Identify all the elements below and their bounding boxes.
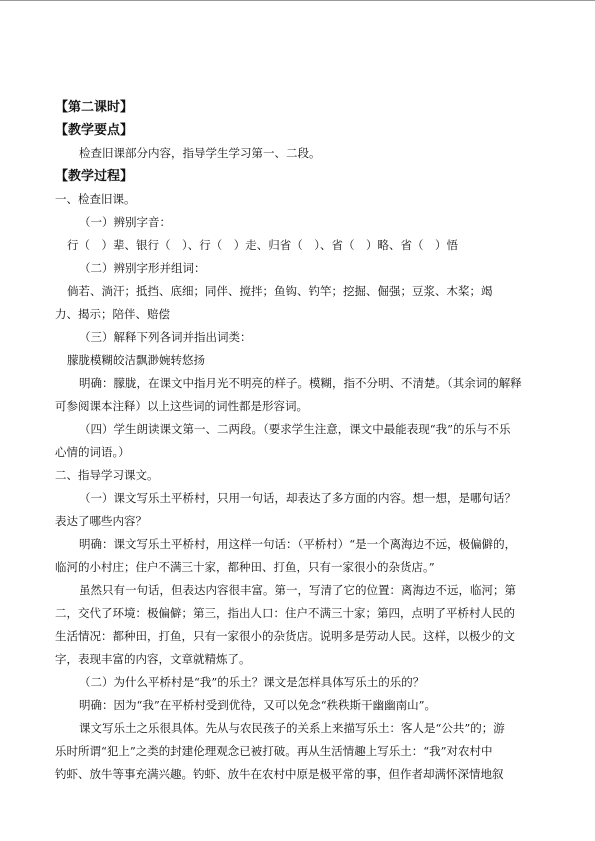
section1-1-items: 行（ ）辈、银行（ ）、行（ ）走、归省（ ）、省（ ）略、省（ ）悟 [67,238,458,252]
section2-1-answer-line2: 临河的小村庄；住户不满三十家，都种田、打鱼，只有一家很小的杂货店。” [55,560,435,574]
section1-3-title: （三）解释下列各词并指出词类： [79,330,252,344]
section2-2-para-line1: 课文写乐土之乐很具体。先从与农民孩子的关系上来描写乐土：客人是“公共”的；游 [79,721,505,735]
heading-keypoints: 【教学要点】 [55,123,134,138]
section1-4-line1: （四）学生朗读课文第一、二两段。（要求学生注意，课文中最能表现“我”的乐与不乐 [79,422,511,436]
page-top-border [0,0,595,1]
section1-2-line1: 倘若、淌汗；抵挡、底细；同伴、搅拌；鱼钩、钓竿；挖掘、倔强；豆浆、木桨；竭 [67,284,493,298]
section1-3-answer-line2: 可参阅课本注释）以上这些词的词性都是形容词。 [55,399,308,413]
heading-lesson: 【第二课时】 [55,100,134,115]
section1-2-title: （二）辨别字形并组词： [79,261,206,275]
document-body [55,96,541,786]
section2-2-answer: 明确：因为“我”在平桥村受到优待，又可以免念“秩秩斯干幽幽南山”。 [79,698,437,712]
section2-1-question-line2: 表达了哪些内容？ [55,514,147,528]
heading-process: 【教学过程】 [55,169,134,184]
section1-title: 一、检查旧课。 [55,192,136,206]
keypoints-text: 检查旧课部分内容，指导学生学习第一、二段。 [79,146,321,160]
section2-title: 二、指导学习课文。 [55,468,159,482]
section1-3-words: 朦胧模糊皎洁飘渺婉转悠扬 [67,353,205,367]
section2-1-answer-line1: 明确：课文写乐土平桥村，用这样一句话：（平桥村）“是一个离海边不远，极偏僻的， [79,537,517,551]
section1-1-title: （一）辨别字音： [79,215,171,229]
section2-1-para-line1: 虽然只有一句话，但表达内容很丰富。第一，写清了它的位置：离海边不远，临河；第 [79,583,516,597]
section2-2-question: （二）为什么平桥村是“我”的乐土？课文是怎样具体写乐土的乐的？ [79,675,425,689]
section2-2-para-line2: 乐时所谓“犯上”之类的封建伦理观念已被打破。再从生活情趣上写乐土：“我”对农村中 [55,744,493,758]
section1-2-line2: 力、揭示；陪伴、赔偿 [55,307,170,321]
section2-1-para-line4: 字，表现丰富的内容，文章就精炼了。 [55,652,251,666]
section1-3-answer-line1: 明确：朦胧，在课文中指月光不明亮的样子。模糊，指不分明、不清楚。（其余词的解释 [79,376,522,390]
section2-1-para-line2: 二，交代了环境：极偏僻；第三，指出人口：住户不满三十家；第四，点明了平桥村人民的 [55,606,515,620]
section2-2-para-line3: 钓虾、放牛等事充满兴趣。钓虾、放牛在农村中原是极平常的事，但作者却满怀深情地叙 [55,767,504,781]
section1-4-line2: 心情的词语。） [55,445,130,459]
section2-1-para-line3: 生活情况：都种田，打鱼，只有一家很小的杂货店。说明多是劳动人民。这样，以极少的文 [55,629,515,643]
section2-1-question-line1: （一）课文写乐土平桥村，只用一句话，却表达了多方面的内容。想一想，是哪句话？ [79,491,516,505]
